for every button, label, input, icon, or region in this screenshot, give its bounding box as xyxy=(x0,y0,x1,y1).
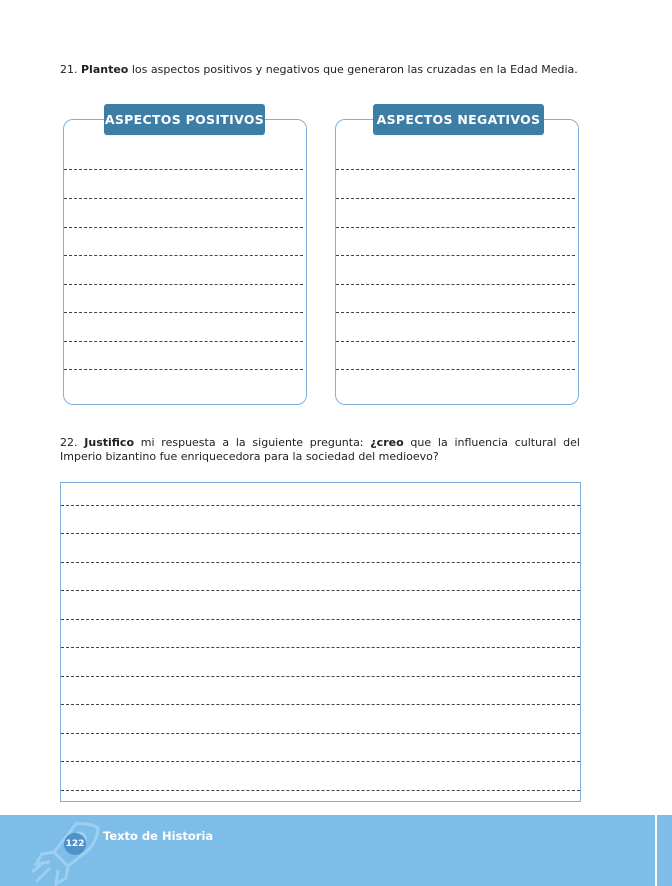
page-number: 122 xyxy=(64,833,86,855)
answer-writing-line xyxy=(61,733,580,734)
answer-writing-line xyxy=(61,505,580,506)
negative-aspects-box[interactable] xyxy=(335,119,579,405)
negative-writing-line xyxy=(336,369,575,370)
negative-writing-line xyxy=(336,169,575,170)
question-21 xyxy=(60,63,580,77)
answer-writing-line xyxy=(61,676,580,677)
question-22-text-part2: que la influencia cultural del Imperio bizantino fue enriquecedora para la sociedad del medioevo? xyxy=(60,436,580,463)
positive-writing-line xyxy=(64,198,303,199)
positive-writing-line xyxy=(64,312,303,313)
positive-writing-line xyxy=(64,369,303,370)
answer-writing-line xyxy=(61,704,580,705)
negative-writing-line xyxy=(336,198,575,199)
positive-writing-line xyxy=(64,341,303,342)
answer-writing-line xyxy=(61,590,580,591)
answer-writing-line xyxy=(61,533,580,534)
question-21-number: 21. xyxy=(60,63,78,76)
rocket-icon xyxy=(28,818,104,886)
question-21-verb: Planteo xyxy=(81,63,129,76)
question-22-emphasis: ¿creo xyxy=(370,436,404,449)
answer-writing-line xyxy=(61,619,580,620)
question-21-text: los aspectos positivos y negativos que generaron las cruzadas en la Edad Media. xyxy=(131,63,578,76)
answer-writing-line xyxy=(61,790,580,791)
negative-writing-line xyxy=(336,312,575,313)
question-22-verb: Justifico xyxy=(84,436,134,449)
answer-writing-line xyxy=(61,761,580,762)
positive-writing-line xyxy=(64,255,303,256)
footer-edge xyxy=(657,815,672,886)
question-22-number: 22. xyxy=(60,436,78,449)
answer-writing-line xyxy=(61,647,580,648)
negative-aspects-label: ASPECTOS NEGATIVOS xyxy=(373,104,544,135)
book-title: Texto de Historia xyxy=(103,829,214,843)
positive-aspects-box[interactable] xyxy=(63,119,307,405)
negative-writing-line xyxy=(336,227,575,228)
question-22-text-part1: mi respuesta a la siguiente pregunta: xyxy=(140,436,364,449)
positive-writing-line xyxy=(64,284,303,285)
positive-writing-line xyxy=(64,227,303,228)
negative-writing-line xyxy=(336,255,575,256)
negative-writing-line xyxy=(336,284,575,285)
question-22 xyxy=(60,436,580,464)
positive-writing-line xyxy=(64,169,303,170)
negative-writing-line xyxy=(336,341,575,342)
positive-aspects-label: ASPECTOS POSITIVOS xyxy=(104,104,265,135)
answer-writing-line xyxy=(61,562,580,563)
answer-box-22[interactable] xyxy=(60,482,581,802)
